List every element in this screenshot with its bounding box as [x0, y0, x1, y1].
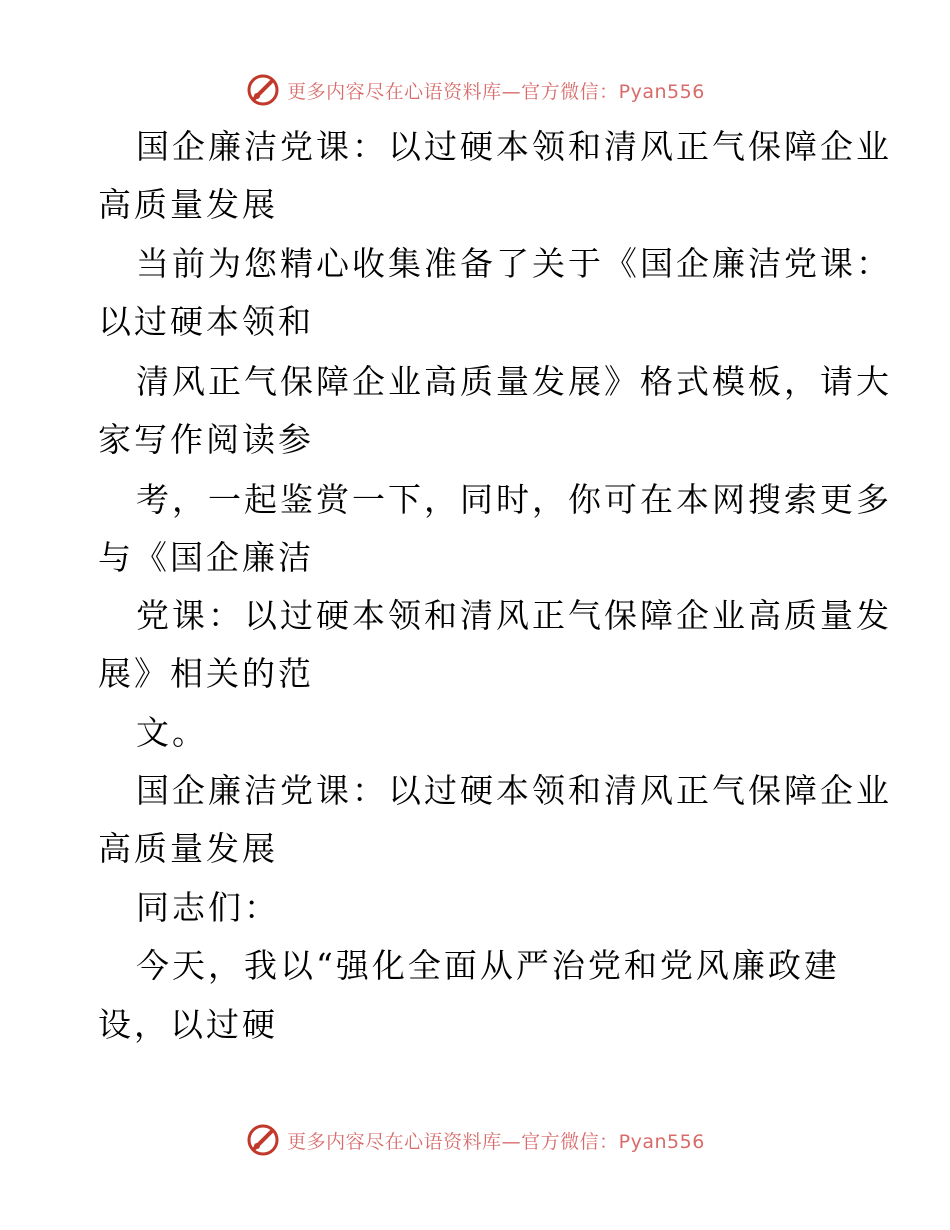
text-line: 展》相关的范 [98, 654, 314, 693]
text-line: 今天，我以“强化全面从严治党和党风廉政建 [136, 946, 840, 985]
text-line: 文。 [136, 713, 208, 752]
text-line: 以过硬本领和 [98, 302, 314, 341]
text-line: 清风正气保障企业高质量发展》格式模板，请大 [136, 362, 892, 401]
text-line: 考，一起鉴赏一下，同时，你可在本网搜索更多 [136, 480, 892, 519]
text-line: 国企廉洁党课：以过硬本领和清风正气保障企业 [136, 771, 892, 810]
footer-banner-text: 更多内容尽在心语资料库—官方微信：Pyan556 [287, 1130, 705, 1153]
text-line: 党课：以过硬本领和清风正气保障企业高质量发 [136, 596, 892, 635]
brush-logo-icon [245, 72, 281, 108]
text-line: 当前为您精心收集准备了关于《国企廉洁党课： [136, 244, 892, 283]
text-line: 家写作阅读参 [98, 420, 314, 459]
text-line: 高质量发展 [98, 829, 278, 868]
text-line: 同志们： [136, 888, 280, 927]
text-line: 高质量发展 [98, 185, 278, 224]
text-line: 国企廉洁党课：以过硬本领和清风正气保障企业 [136, 127, 892, 166]
text-line: 与《国企廉洁 [98, 538, 314, 577]
footer-banner [0, 1120, 950, 1160]
text-line: 设，以过硬 [98, 1005, 278, 1044]
header-banner [0, 70, 950, 110]
header-banner-text: 更多内容尽在心语资料库—官方微信：Pyan556 [287, 80, 705, 103]
brush-logo-icon [245, 1122, 281, 1158]
